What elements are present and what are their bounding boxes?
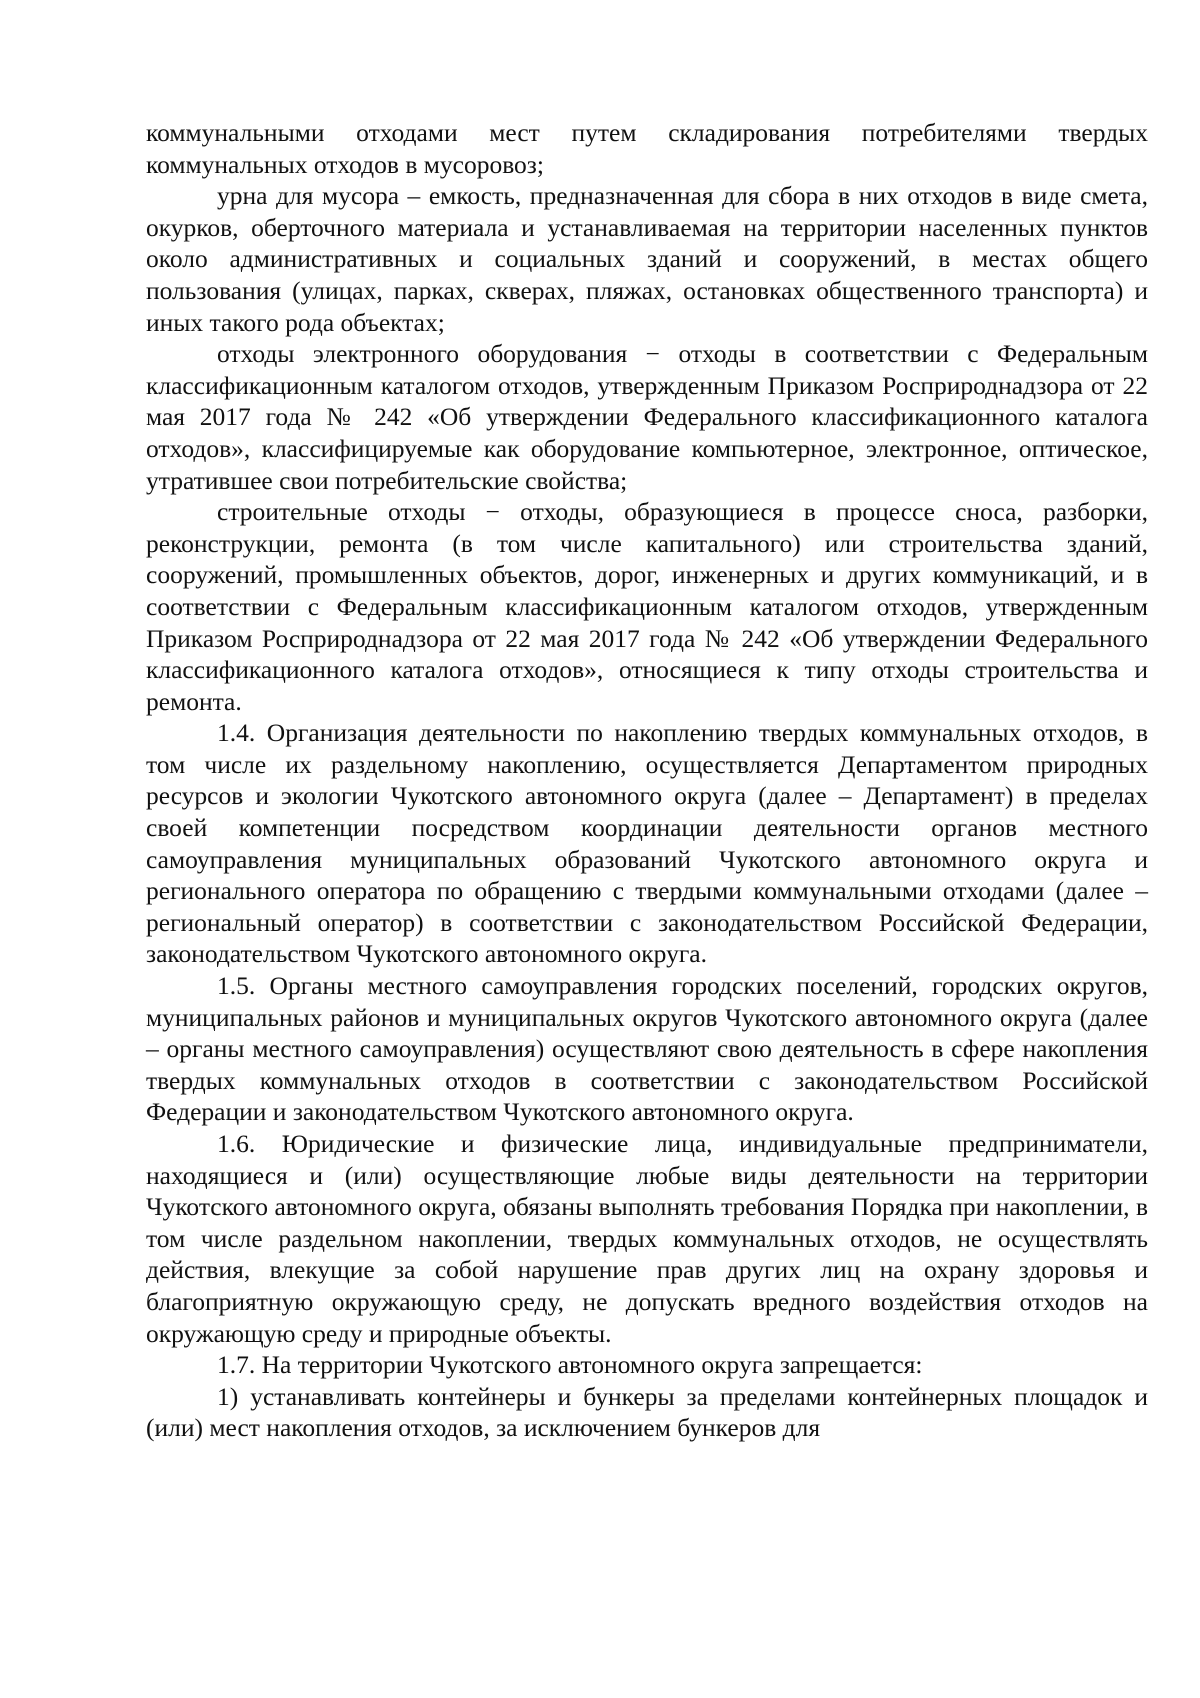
- paragraph-continuation: коммунальными отходами мест путем складирования потребителями твердых коммунальных отходов в мусоровоз;: [146, 118, 1148, 179]
- paragraph-trash-bin-definition: урна для мусора – емкость, предназначенная для сбора в них отходов в виде смета, окурков, оберточного материала и устанавливаемая на территории населенных пунктов около административных и социальных зданий и сооружений, в местах общего пользования (улицах, парках, скверах, пляжах, остановках общественного транспорта) и иных такого рода объектах;: [146, 181, 1148, 337]
- paragraph-clause-1-5: 1.5. Органы местного самоуправления городских поселений, городских округов, муниципальных районов и муниципальных округов Чукотского автономного округа (далее – органы местного самоуправления) осуществляют свою деятельность в сфере накопления твердых коммунальных отходов в соответствии с законодательством Российской Федерации и законодательством Чукотского автономного округа.: [146, 971, 1148, 1127]
- paragraph-electronic-waste-definition: отходы электронного оборудования − отходы в соответствии с Федеральным классификационным каталогом отходов, утвержденным Приказом Росприроднадзора от 22 мая 2017 года № 242 «Об утверждении Федерального классификационного каталога отходов», классифицируемые как оборудование компьютерное, электронное, оптическое, утратившее свои потребительские свойства;: [146, 339, 1148, 495]
- document-body: [146, 117, 1148, 1444]
- paragraph-construction-waste-definition: строительные отходы − отходы, образующиеся в процессе сноса, разборки, реконструкции, ремонта (в том числе капитального) или строительства зданий, сооружений, промышленных объектов, дорог, инженерных и других коммуникаций, и в соответствии с Федеральным классификационным каталогом отходов, утвержденным Приказом Росприроднадзора от 22 мая 2017 года № 242 «Об утверждении Федерального классификационного каталога отходов», относящиеся к типу отходы строительства и ремонта.: [146, 497, 1148, 716]
- paragraph-item-1: 1) устанавливать контейнеры и бункеры за пределами контейнерных площадок и (или) мест накопления отходов, за исключением бункеров для: [146, 1381, 1148, 1443]
- paragraph-clause-1-4: 1.4. Организация деятельности по накоплению твердых коммунальных отходов, в том числе их раздельному накоплению, осуществляется Департаментом природных ресурсов и экологии Чукотского автономного округа (далее – Департамент) в пределах своей компетенции посредством координации деятельности органов местного самоуправления муниципальных образований Чукотского автономного округа и регионального оператора по обращению с твердыми коммунальными отходами (далее – региональный оператор) в соответствии с законодательством Российской Федерации, законодательством Чукотского автономного округа.: [146, 718, 1148, 969]
- paragraph-clause-1-7: 1.7. На территории Чукотского автономного округа запрещается:: [217, 1350, 923, 1380]
- paragraph-clause-1-6: 1.6. Юридические и физические лица, индивидуальные предприниматели, находящиеся и (или) осуществляющие любые виды деятельности на территории Чукотского автономного округа, обязаны выполнять требования Порядка при накоплении, в том числе раздельном накоплении, твердых коммунальных отходов, не осуществлять действия, влекущие за собой нарушение прав других лиц на охрану здоровья и благоприятную окружающую среду, не допускать вредного воздействия отходов на окружающую среду и природные объекты.: [146, 1129, 1148, 1348]
